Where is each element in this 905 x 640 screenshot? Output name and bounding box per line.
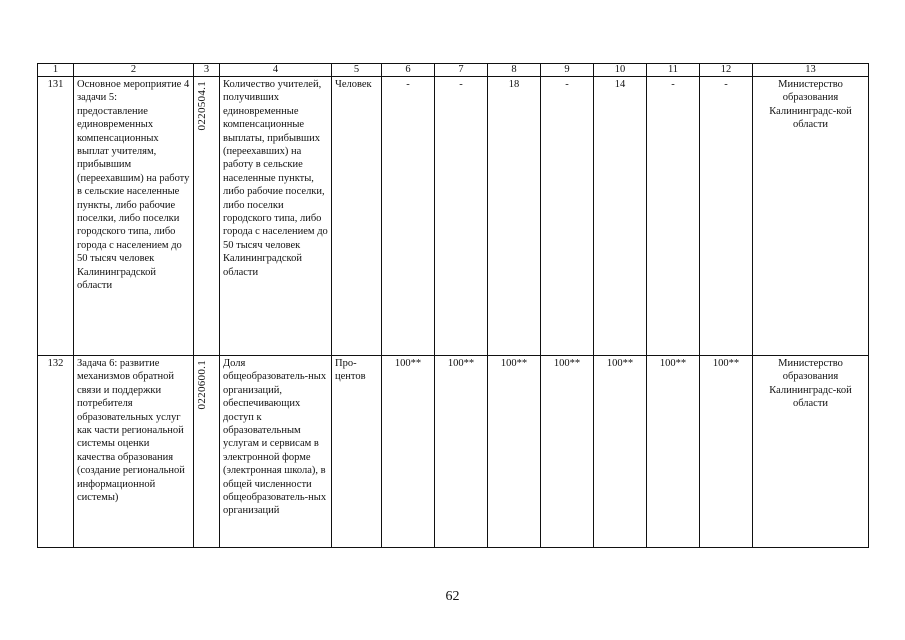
col-header-4: 4 [220, 64, 332, 77]
responsible-executor: Министерство образования Калининградс-кой области [753, 356, 869, 548]
value-cell: 14 [594, 77, 647, 356]
indicator-description: Доля общеобразователь-ных организаций, обеспечивающих доступ к образовательным услугам и сервисам в электронной форме (электронная школа), в общей численности общеобразователь-ных организаций [220, 356, 332, 548]
activity-description: Задача 6: развитие механизмов обратной связи и поддержки потребителя образовательных услуг как части региональной системы оценки качества образования (создание региональной информационной системы) [74, 356, 194, 548]
budget-code-cell [194, 77, 220, 356]
col-header-9: 9 [541, 64, 594, 77]
value-cell: - [647, 77, 700, 356]
col-header-12: 12 [700, 64, 753, 77]
value-cell: 100** [594, 356, 647, 548]
col-header-6: 6 [382, 64, 435, 77]
unit-of-measure: Про-центов [332, 356, 382, 548]
row-number: 131 [38, 77, 74, 356]
value-cell: 18 [488, 77, 541, 356]
value-cell: - [541, 77, 594, 356]
col-header-8: 8 [488, 64, 541, 77]
budget-code-cell [194, 356, 220, 548]
value-cell: - [435, 77, 488, 356]
col-header-5: 5 [332, 64, 382, 77]
col-header-7: 7 [435, 64, 488, 77]
unit-of-measure: Человек [332, 77, 382, 356]
value-cell: 100** [435, 356, 488, 548]
value-cell: - [382, 77, 435, 356]
row-number: 132 [38, 356, 74, 548]
value-cell: 100** [382, 356, 435, 548]
value-cell: 100** [541, 356, 594, 548]
col-header-11: 11 [647, 64, 700, 77]
page-number: 62 [445, 589, 460, 604]
value-cell: - [700, 77, 753, 356]
table-row [38, 77, 869, 356]
value-cell: 100** [647, 356, 700, 548]
budget-code: 0220600.1 [196, 360, 208, 410]
budget-code: 0220504.1 [196, 81, 208, 131]
col-header-10: 10 [594, 64, 647, 77]
col-header-3: 3 [194, 64, 220, 77]
indicators-table [37, 63, 869, 548]
activity-description: Основное мероприятие 4 задачи 5: предоставление единовременных компенсационных выплат учителям, прибывшим (переехавшим) на работу в сельские населенные пункты, либо рабочие поселки, либо поселки городского типа, либо города с населением до 50 тысяч человек Калининградской области [74, 77, 194, 356]
table-row [38, 356, 869, 548]
col-header-2: 2 [74, 64, 194, 77]
indicator-description: Количество учителей, получивших единовременные компенсационные выплаты, прибывших (переехавших) на работу в сельские населенные пункты, либо рабочие поселки, либо поселки городского типа, либо города с населением до 50 тысяч человек Калининградской области [220, 77, 332, 356]
col-header-1: 1 [38, 64, 74, 77]
column-number-header-row [38, 64, 869, 77]
value-cell: 100** [488, 356, 541, 548]
responsible-executor: Министерство образования Калининградс-кой области [753, 77, 869, 356]
col-header-13: 13 [753, 64, 869, 77]
value-cell: 100** [700, 356, 753, 548]
